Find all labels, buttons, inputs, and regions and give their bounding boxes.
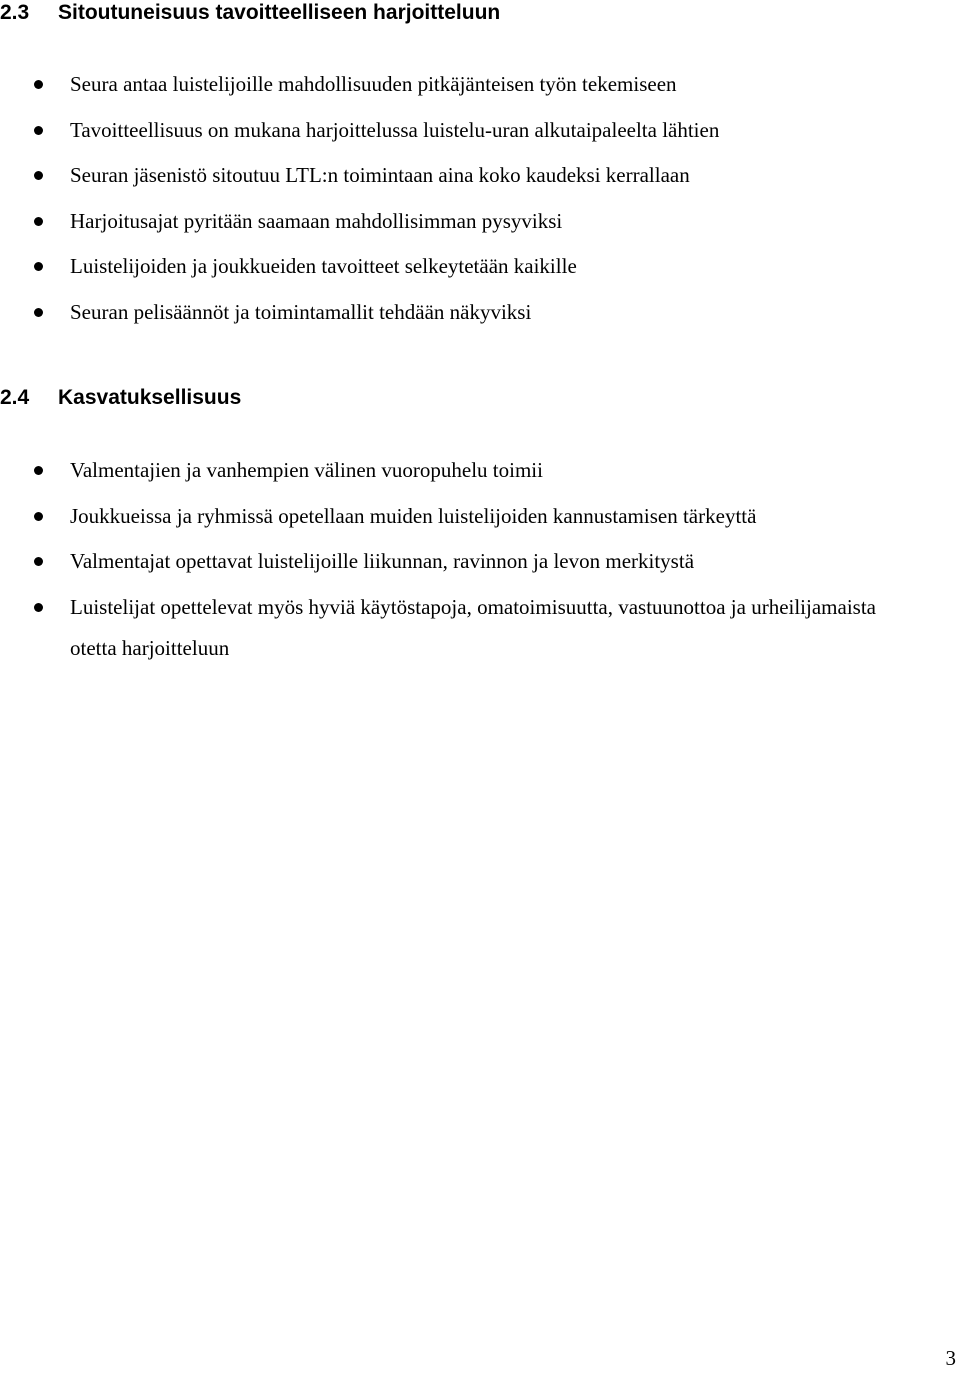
list-item xyxy=(0,594,880,676)
section-number: 2.4 xyxy=(0,386,30,409)
list-item-text: Luistelijoiden ja joukkueiden tavoitteet selkeytetään kaikille xyxy=(70,254,577,278)
bullet-icon xyxy=(34,80,43,89)
bullet-icon xyxy=(34,466,43,475)
page-number: 3 xyxy=(945,1346,956,1370)
section-heading-2-3 xyxy=(0,0,500,26)
list-item xyxy=(0,253,880,279)
list-item-text: Tavoitteellisuus on mukana harjoittelussa luistelu-uran alkutaipaleelta lähtien xyxy=(70,117,720,142)
section-title: Sitoutuneisuus tavoitteelliseen harjoitteluun xyxy=(58,1,501,24)
list-item xyxy=(0,299,880,325)
list-item-text: Luistelijat opettelevat myös hyviä käytöstapoja, omatoimisuutta, vastuunottoa ja urheilijamaista otetta harjoitteluun xyxy=(70,594,876,660)
list-item-text: Harjoitusajat pyritään saamaan mahdollisimman pysyviksi xyxy=(70,208,563,233)
bullet-list-2-3 xyxy=(0,71,880,344)
list-item xyxy=(0,208,880,234)
list-item xyxy=(0,457,880,483)
bullet-icon xyxy=(34,557,43,566)
list-item-text: Valmentajien ja vanhempien välinen vuoropuhelu toimii xyxy=(70,458,543,482)
list-item-text: Valmentajat opettavat luistelijoille liikunnan, ravinnon ja levon merkitystä xyxy=(70,549,695,573)
list-item-text: Joukkueissa ja ryhmissä opetellaan muiden luistelijoiden kannustamisen tärkeyttä xyxy=(70,503,757,528)
section-title: Kasvatuksellisuus xyxy=(58,386,242,409)
list-item xyxy=(0,71,880,97)
list-item xyxy=(0,117,880,143)
list-item xyxy=(0,162,880,188)
list-item xyxy=(0,548,880,574)
list-item-text: Seura antaa luistelijoille mahdollisuuden pitkäjänteisen työn tekemiseen xyxy=(70,72,677,96)
section-number: 2.3 xyxy=(0,1,30,24)
section-heading-2-4 xyxy=(0,385,241,411)
bullet-icon xyxy=(34,171,43,180)
list-item-text: Seuran pelisäännöt ja toimintamallit tehdään näkyviksi xyxy=(70,299,532,324)
bullet-icon xyxy=(34,308,43,317)
bullet-icon xyxy=(34,217,43,226)
list-item xyxy=(0,503,880,529)
bullet-icon xyxy=(34,512,43,521)
list-item-text: Seuran jäsenistö sitoutuu LTL:n toimintaan aina koko kaudeksi kerrallaan xyxy=(70,163,690,187)
bullet-icon xyxy=(34,262,43,271)
bullet-icon xyxy=(34,126,43,135)
bullet-list-2-4 xyxy=(0,457,880,695)
bullet-icon xyxy=(34,603,43,612)
